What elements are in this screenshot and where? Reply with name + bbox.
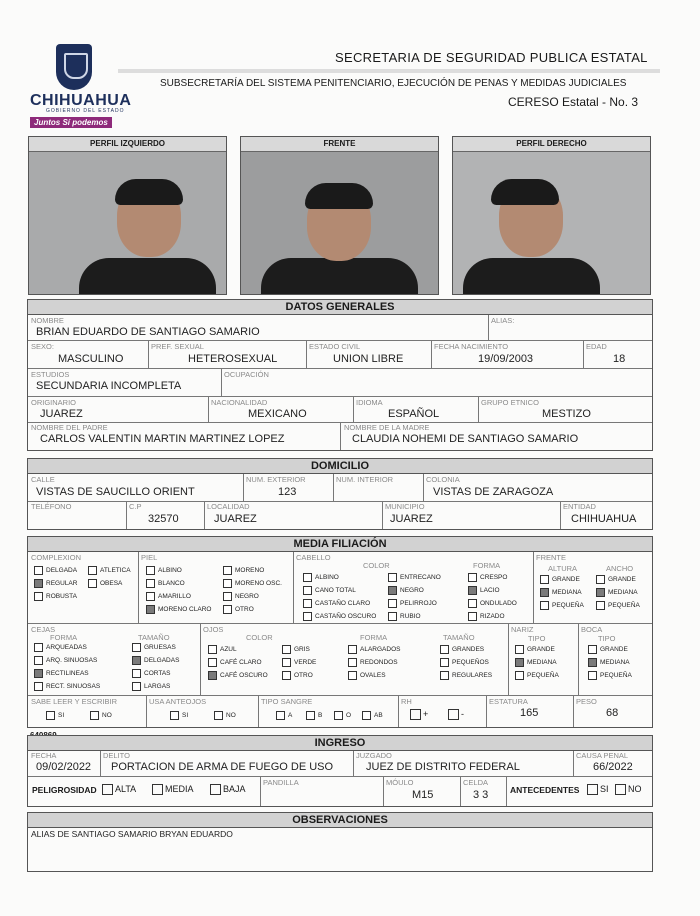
value-estatura: 165 <box>520 707 539 719</box>
label-complexion: COMPLEXION <box>31 553 82 562</box>
label-cejas-tamano: TAMAÑO <box>138 633 170 642</box>
label-sabe-leer: SABE LEER Y ESCRIBIR <box>31 697 118 706</box>
value-calle: VISTAS DE SAUCILLO ORIENT <box>36 486 195 498</box>
value-observaciones: ALIAS DE SANTIAGO SAMARIO BRYAN EDUARDO <box>31 829 233 839</box>
section-title: MEDIA FILIACIÓN <box>28 537 652 552</box>
label-civil: ESTADO CIVIL <box>309 342 361 351</box>
checkbox-sangre-ab[interactable]: AB <box>362 711 383 721</box>
checkbox-largas[interactable]: LARGAS <box>132 682 170 692</box>
value-localidad: JUAREZ <box>214 513 257 525</box>
checkbox-rectilineas[interactable]: RECTILINEAS <box>34 669 89 679</box>
value-exterior: 123 <box>278 486 297 498</box>
checkbox-rh-plus[interactable]: + <box>408 709 428 720</box>
checkbox-delgada[interactable]: DELGADA <box>34 566 77 576</box>
label-forma: FORMA <box>473 561 501 570</box>
checkbox-cabello-negro[interactable]: NEGRO <box>388 586 424 596</box>
label-peso: PESO <box>576 697 597 706</box>
label-boca: BOCA <box>581 625 603 634</box>
checkbox-azul[interactable]: AZUL <box>208 645 237 655</box>
checkbox-negro[interactable]: NEGRO <box>223 592 259 602</box>
label-colonia: COLONIA <box>426 475 460 484</box>
checkbox-albino[interactable]: ALBINO <box>146 566 182 576</box>
section-title: DOMICILIO <box>28 459 652 474</box>
label-cabello: CABELLO <box>296 553 331 562</box>
label-juzgado: JUZGADO <box>356 751 392 760</box>
value-fecha: 09/02/2022 <box>36 761 92 773</box>
value-madre: CLAUDIA NOHEMI DE SANTIAGO SAMARIO <box>352 433 579 445</box>
checkbox-ancho-mediana[interactable]: MEDIANA <box>596 588 638 598</box>
checkbox-redondos[interactable]: REDONDOS <box>348 658 398 668</box>
label-calle: CALLE <box>31 475 55 484</box>
checkbox-baja[interactable]: BAJA <box>208 784 246 795</box>
photo-right-profile <box>452 136 651 295</box>
label-rh: RH <box>401 697 412 706</box>
label-ancho: ANCHO <box>606 564 634 573</box>
checkbox-pelirrojo[interactable]: PELIRROJO <box>388 599 437 609</box>
checkbox-altura-pequena[interactable]: PEQUEÑA <box>540 601 584 611</box>
checkbox-anteojos-si[interactable]: SI <box>170 711 188 721</box>
checkbox-ancho-grande[interactable]: GRANDE <box>596 575 636 585</box>
label-alias: ALIAS: <box>491 316 515 325</box>
label-madre: NOMBRE DE LA MADRE <box>344 423 430 432</box>
checkbox-media[interactable]: MEDIA <box>150 784 194 795</box>
label-ojos-forma: FORMA <box>360 633 388 642</box>
checkbox-nariz-grande[interactable]: GRANDE <box>515 645 555 655</box>
value-colonia: VISTAS DE ZARAGOZA <box>433 486 554 498</box>
checkbox-atletica[interactable]: ATLETICA <box>88 566 131 576</box>
value-peso: 68 <box>606 707 619 719</box>
label-cp: C.P <box>129 502 142 511</box>
checkbox-sangre-b[interactable]: B <box>306 711 322 721</box>
section-datos-generales <box>27 299 653 451</box>
checkbox-cafe-oscuro[interactable]: CAFÉ OSCURO <box>208 671 268 681</box>
section-title: OBSERVACIONES <box>28 813 652 828</box>
checkbox-castano-claro[interactable]: CASTAÑO CLARO <box>303 599 370 609</box>
label-modulo: MÓULO <box>386 778 414 787</box>
value-municipio: JUAREZ <box>390 513 433 525</box>
label-originario: ORIGINARIO <box>31 398 77 407</box>
divider <box>118 69 660 73</box>
value-entidad: CHIHUAHUA <box>571 513 637 525</box>
section-ingreso <box>27 735 653 807</box>
checkbox-ojos-otro[interactable]: OTRO <box>282 671 313 681</box>
label-anteojos: USA ANTEOJOS <box>149 697 207 706</box>
label-cejas: CEJAS <box>31 625 56 634</box>
photo-torso <box>463 258 600 294</box>
label-edad: EDAD <box>586 342 607 351</box>
value-sexo: MASCULINO <box>58 353 124 365</box>
value-padre: CARLOS VALENTIN MARTIN MARTINEZ LOPEZ <box>40 433 285 445</box>
label-sexo: SEXO: <box>31 342 54 351</box>
value-causa-penal: 66/2022 <box>593 761 633 773</box>
value-nombre: BRIAN EDUARDO DE SANTIAGO SAMARIO <box>36 326 260 338</box>
checkbox-moreno-osc[interactable]: MORENO OSC. <box>223 579 282 589</box>
value-edad: 18 <box>613 353 626 365</box>
photo-torso <box>79 258 216 294</box>
label-boca-tipo: TIPO <box>598 634 616 643</box>
checkbox-gruesas[interactable]: GRUESAS <box>132 643 176 653</box>
label-ojos-color: COLOR <box>246 633 273 642</box>
label-etnico: GRUPO ETNICO <box>481 398 539 407</box>
value-fnac: 19/09/2003 <box>478 353 534 365</box>
label-localidad: LOCALIDAD <box>207 502 250 511</box>
checkbox-lacio[interactable]: LACIO <box>468 586 500 596</box>
checkbox-rubio[interactable]: RUBIO <box>388 612 421 622</box>
checkbox-leer-si[interactable]: SI <box>46 711 64 721</box>
checkbox-rizado[interactable]: RIZADO <box>468 612 505 622</box>
checkbox-crespo[interactable]: CRESPO <box>468 573 507 583</box>
value-civil: UNION LIBRE <box>333 353 404 365</box>
checkbox-leer-no[interactable]: NO <box>90 711 112 721</box>
label-fecha: FECHA <box>31 751 57 760</box>
checkbox-ojos-pequenos[interactable]: PEQUEÑOS <box>440 658 489 668</box>
value-cp: 32570 <box>148 513 179 525</box>
checkbox-delgadas[interactable]: DELGADAS <box>132 656 179 666</box>
checkbox-amarillo[interactable]: AMARILLO <box>146 592 191 602</box>
checkbox-boca-mediana[interactable]: MEDIANA <box>588 658 630 668</box>
checkbox-obesa[interactable]: OBESA <box>88 579 122 589</box>
section-domicilio <box>27 458 653 530</box>
checkbox-moreno-claro[interactable]: MORENO CLARO <box>146 605 211 615</box>
checkbox-boca-grande[interactable]: GRANDE <box>588 645 628 655</box>
checkbox-alta[interactable]: ALTA <box>100 784 136 795</box>
value-juzgado: JUEZ DE DISTRITO FEDERAL <box>366 761 520 773</box>
page-title: SECRETARIA DE SEGURIDAD PUBLICA ESTATAL <box>335 50 648 65</box>
photo-torso <box>261 258 418 294</box>
checkbox-cabello-albino[interactable]: ALBINO <box>303 573 339 583</box>
label-telefono: TELÉFONO <box>31 502 72 511</box>
label-cejas-forma: FORMA <box>50 633 78 642</box>
checkbox-cano-total[interactable]: CANO TOTAL <box>303 586 356 596</box>
checkbox-gris[interactable]: GRIS <box>282 645 310 655</box>
label-estudios: ESTUDIOS <box>31 370 70 379</box>
checkbox-cortas[interactable]: CORTAS <box>132 669 171 679</box>
logo-sub: GOBIERNO DEL ESTADO <box>46 108 125 114</box>
checkbox-moreno[interactable]: MORENO <box>223 566 264 576</box>
checkbox-verde[interactable]: VERDE <box>282 658 316 668</box>
checkbox-entrecano[interactable]: ENTRECANO <box>388 573 441 583</box>
logo-name: CHIHUAHUA <box>30 92 132 109</box>
section-media-filiacion <box>27 536 653 728</box>
checkbox-sangre-o[interactable]: O <box>334 711 351 721</box>
label-padre: NOMBRE DEL PADRE <box>31 423 108 432</box>
checkbox-antecedentes-si[interactable]: SI <box>585 784 609 795</box>
section-title: INGRESO <box>28 736 652 751</box>
checkbox-castano-oscuro[interactable]: CASTAÑO OSCURO <box>303 612 376 622</box>
value-celda: 3 3 <box>473 789 489 801</box>
checkbox-arq-sinuosas[interactable]: ARQ. SINUOSAS <box>34 656 97 666</box>
label-frente: FRENTE <box>536 553 566 562</box>
label-nombre: NOMBRE <box>31 316 64 325</box>
checkbox-rh-minus[interactable]: - <box>446 709 464 720</box>
page-subtitle: SUBSECRETARÍA DEL SISTEMA PENITENCIARIO, EJECUCIÓN DE PENAS Y MEDIDAS JUDICIALES <box>160 78 627 89</box>
section-observaciones <box>27 812 653 872</box>
checkbox-otro[interactable]: OTRO <box>223 605 254 615</box>
label-ojos: OJOS <box>203 625 224 634</box>
checkbox-blanco[interactable]: BLANCO <box>146 579 185 589</box>
label-nariz: NARIZ <box>511 625 534 634</box>
label-antecedentes: ANTECEDENTES <box>510 785 580 795</box>
checkbox-robusta[interactable]: ROBUSTA <box>34 592 77 602</box>
photo-front <box>240 136 439 295</box>
label-tipo-sangre: TIPO SANGRE <box>261 697 313 706</box>
label-entidad: ENTIDAD <box>563 502 596 511</box>
label-interior: NUM. INTERIOR <box>336 475 394 484</box>
photo-caption: PERFIL DERECHO <box>453 137 650 152</box>
checkbox-nariz-mediana[interactable]: MEDIANA <box>515 658 557 668</box>
value-delito: PORTACION DE ARMA DE FUEGO DE USO <box>111 761 334 773</box>
label-municipio: MUNICIPIO <box>385 502 425 511</box>
value-modulo: M15 <box>412 789 434 801</box>
label-fnac: FECHA NACIMIENTO <box>434 342 509 351</box>
checkbox-ondulado[interactable]: ONDULADO <box>468 599 517 609</box>
checkbox-ovales[interactable]: OVALES <box>348 671 386 681</box>
photo-left-profile <box>28 136 227 295</box>
photo-caption: PERFIL IZQUIERDO <box>29 137 226 152</box>
shield-logo-icon <box>56 44 92 90</box>
value-pref: HETEROSEXUAL <box>188 353 278 365</box>
checkbox-ojos-grandes[interactable]: GRANDES <box>440 645 484 655</box>
label-nariz-tipo: TIPO <box>528 634 546 643</box>
checkbox-anteojos-no[interactable]: NO <box>214 711 236 721</box>
photo-caption: FRENTE <box>241 137 438 152</box>
checkbox-cafe-claro[interactable]: CAFÉ CLARO <box>208 658 262 668</box>
section-title: DATOS GENERALES <box>28 300 652 315</box>
label-ocupacion: OCUPACIÓN <box>224 370 269 379</box>
logo-badge: Juntos Sí podemos <box>30 117 112 128</box>
label-pref: PREF. SEXUAL <box>151 342 204 351</box>
photo-hair <box>491 179 559 205</box>
label-estatura: ESTATURA <box>489 697 528 706</box>
label-delito: DELITO <box>103 751 130 760</box>
checkbox-arqueadas[interactable]: ARQUEADAS <box>34 643 87 653</box>
checkbox-rect-sinuosas[interactable]: RECT. SINUOSAS <box>34 682 100 692</box>
checkbox-antecedentes-no[interactable]: NO <box>613 784 642 795</box>
checkbox-nariz-pequena[interactable]: PEQUEÑA <box>515 671 559 681</box>
label-causa-penal: CAUSA PENAL <box>576 751 629 760</box>
checkbox-regular[interactable]: REGULAR <box>34 579 77 589</box>
label-altura: ALTURA <box>548 564 578 573</box>
label-peligrosidad: PELIGROSIDAD <box>32 785 97 795</box>
label-ojos-tamano: TAMAÑO <box>443 633 475 642</box>
photo-hair <box>305 183 373 209</box>
label-idioma: IDIOMA <box>356 398 383 407</box>
label-exterior: NUM. EXTERIOR <box>246 475 306 484</box>
checkbox-ojos-regulares[interactable]: REGULARES <box>440 671 492 681</box>
checkbox-altura-mediana[interactable]: MEDIANA <box>540 588 582 598</box>
value-nacionalidad: MEXICANO <box>248 408 307 420</box>
label-color: COLOR <box>363 561 390 570</box>
value-originario: JUAREZ <box>40 408 83 420</box>
label-celda: CELDA <box>463 778 489 787</box>
value-estudios: SECUNDARIA INCOMPLETA <box>36 380 182 392</box>
label-nacionalidad: NACIONALIDAD <box>211 398 268 407</box>
checkbox-boca-pequena[interactable]: PEQUEÑA <box>588 671 632 681</box>
checkbox-ancho-pequena[interactable]: PEQUEÑA <box>596 601 640 611</box>
facility-name: CERESO Estatal - No. 3 <box>508 95 639 109</box>
label-pandilla: PANDILLA <box>263 778 299 787</box>
checkbox-alargados[interactable]: ALARGADOS <box>348 645 400 655</box>
label-piel: PIEL <box>141 553 158 562</box>
value-etnico: MESTIZO <box>542 408 591 420</box>
checkbox-altura-grande[interactable]: GRANDE <box>540 575 580 585</box>
photo-hair <box>115 179 183 205</box>
value-idioma: ESPAÑOL <box>388 408 440 420</box>
checkbox-sangre-a[interactable]: A <box>276 711 292 721</box>
